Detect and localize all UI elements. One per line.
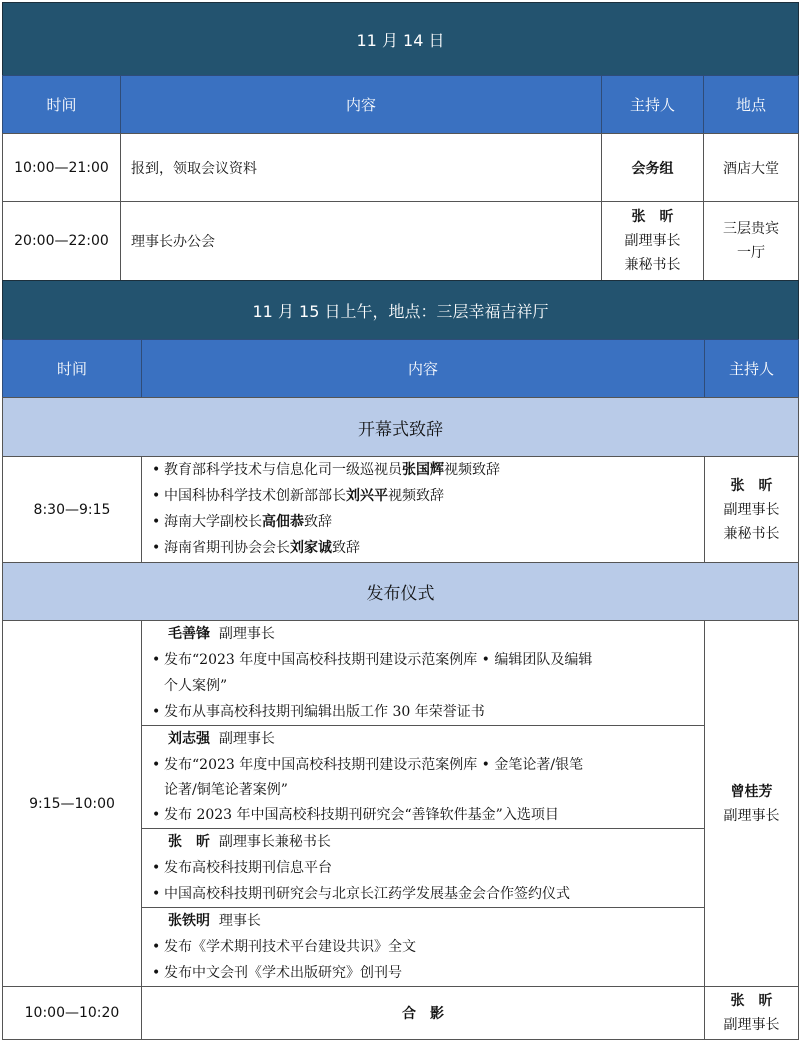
place-text: 一厅 [737,245,765,261]
release-time [2,620,142,987]
place-text: 酒店大堂 [723,160,779,177]
presenter-role: 理事长 [218,913,261,929]
day14-row1-time [2,133,121,202]
day14-row2-content [120,201,602,281]
release-host [704,620,799,987]
host-role: 副理事长 [723,1017,780,1033]
item-text: 中国高校科技期刊研究会与北京长江药学发展基金会合作签约仪式 [164,886,570,902]
release-group-4 [141,907,705,987]
item-text: 发布高校科技期刊信息平台 [164,860,332,876]
item-text: 海南大学副校长 [164,514,262,530]
opening-items [141,456,705,563]
group-heading [152,829,696,855]
opening-host [704,456,799,563]
presenter-name: 张铁明 [168,913,210,929]
item-text: 教育部科学技术与信息化司一级巡视员 [164,462,402,478]
bullet-icon: • [152,965,161,981]
bullet-icon: • [152,488,161,504]
presenter-name: 毛善锋 [168,626,210,642]
day15-header-time [2,339,142,398]
photo-time [2,986,142,1040]
presenter-role: 副理事长 [218,731,275,747]
bullet-icon: • [152,462,161,478]
bullet-icon: • [152,514,161,530]
item-text: 发布 2023 年中国高校科技期刊研究会“善锋软件基金”入选项目 [164,807,559,823]
bullet-icon: • [152,860,161,876]
presenter-role: 副理事长兼秘书长 [218,834,331,850]
day14-header-place [703,75,799,134]
bullet-icon: • [152,886,161,902]
presenter-name: 刘志强 [168,731,210,747]
header-label: 内容 [407,360,438,378]
item-text: 海南省期刊协会会长 [164,540,290,556]
day14-title-text: 11 月 14 日 [356,30,445,50]
opening-time [2,456,142,563]
host-role: 兼秘书长 [624,257,681,273]
speaker-name: 刘兴平 [346,488,388,504]
list-item [152,647,696,673]
host-role: 副理事长 [723,807,780,824]
host-name: 张 昕 [631,209,674,225]
item-text: 发布中文会刊《学术出版研究》创刊号 [164,965,402,981]
item-text: 发布《学术期刊技术平台建设共识》全文 [164,939,416,955]
item-text: 致辞 [304,514,332,530]
item-text: 致辞 [332,540,360,556]
item-text: 发布从事高校科技期刊编辑出版工作 30 年荣誉证书 [164,704,485,720]
header-label: 内容 [345,96,376,114]
header-label: 主持人 [629,96,675,114]
presenter-name: 张 昕 [168,834,210,850]
bullet-icon: • [152,939,161,955]
list-item [152,960,696,986]
section-title: 发布仪式 [366,584,435,604]
day15-header-content [141,339,705,398]
day14-title [2,2,799,76]
day14-row2-place [703,201,799,281]
content-text: 合 影 [402,1006,444,1022]
day14-row2-time [2,201,121,281]
bullet-icon: • [152,757,161,773]
day14-row1-place [703,133,799,202]
bullet-icon: • [152,807,161,823]
speaker-name: 高佃恭 [262,514,304,530]
list-item [152,509,696,535]
day14-header-time [2,75,121,134]
list-item [152,855,696,881]
item-text: 视频致辞 [444,462,500,478]
photo-host [704,986,799,1040]
content-text: 报到，领取会议资料 [131,160,257,177]
item-text: 发布“2023 年度中国高校科技期刊建设示范案例库 • 编辑团队及编辑 [164,652,593,668]
header-label: 时间 [46,96,77,114]
speaker-name: 张国辉 [402,462,444,478]
day15-header-host [704,339,799,398]
day14-header-host [601,75,704,134]
photo-content [141,986,705,1040]
host-role: 兼秘书长 [723,525,780,542]
item-text: 发布“2023 年度中国高校科技期刊建设示范案例库 • 金笔论著/银笔 [164,757,584,773]
item-text: 中国科协科学技术创新部部长 [164,488,346,504]
host-name: 张 昕 [730,993,773,1009]
list-item-continued [152,777,696,803]
bullet-icon: • [152,540,161,556]
day15-title [2,280,799,340]
day15-title-text: 11 月 15 日上午，地点：三层幸福吉祥厅 [252,301,549,321]
time-text: 8:30—9:15 [33,501,111,518]
release-group-3 [141,828,705,908]
host-name: 曾桂芳 [730,783,773,800]
speaker-name: 刘家诚 [290,540,332,556]
list-item [152,802,696,828]
place-text: 三层贵宾 [723,221,779,237]
presenter-role: 副理事长 [218,626,275,642]
time-text: 10:00—10:20 [24,1005,120,1021]
host-role: 副理事长 [723,501,780,518]
day14-row1-host [601,133,704,202]
group-heading [152,726,696,752]
bullet-icon: • [152,704,161,720]
host-name: 会务组 [631,160,674,177]
header-label: 主持人 [728,360,774,378]
list-item [152,752,696,778]
list-item-continued [152,673,696,699]
group-heading [152,908,696,934]
section-title: 开幕式致辞 [358,419,443,440]
item-text: 论著/铜笔论著案例” [164,782,288,798]
time-text: 20:00—22:00 [14,233,109,249]
release-group-1 [141,620,705,726]
list-item [152,699,696,725]
host-role: 副理事长 [624,233,681,249]
time-text: 9:15—10:00 [29,795,115,812]
section-release [2,562,799,621]
list-item [152,934,696,960]
release-group-2 [141,725,705,829]
section-opening [2,397,799,457]
bullet-icon: • [152,652,161,668]
list-item [152,881,696,907]
item-text: 个人案例” [164,678,228,694]
list-item [152,483,696,509]
group-heading [152,621,696,647]
content-text: 理事长办公会 [131,234,215,250]
list-item [152,457,696,483]
day14-row2-host [601,201,704,281]
time-text: 10:00—21:00 [14,159,109,176]
header-label: 地点 [735,96,766,114]
day14-header-content [120,75,602,134]
host-name: 张 昕 [730,477,773,494]
day14-row1-content [120,133,602,202]
item-text: 视频致辞 [388,488,444,504]
list-item [152,535,696,561]
header-label: 时间 [56,360,87,378]
